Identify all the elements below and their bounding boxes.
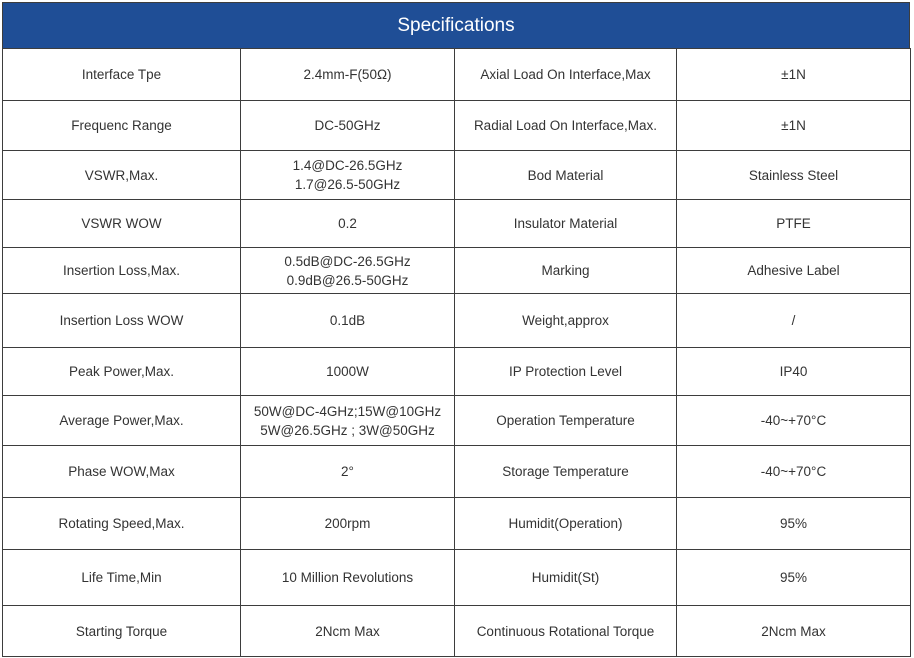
spec-value — [241, 348, 455, 396]
spec-value — [241, 550, 455, 606]
spec-table-body — [3, 49, 911, 657]
spec-value — [241, 200, 455, 248]
spec-sheet — [2, 2, 910, 657]
spec-value-line: 0.5dB@DC-26.5GHz — [284, 253, 411, 269]
spec-value-line: 1.7@26.5-50GHz — [294, 177, 401, 192]
spec-value — [241, 606, 455, 657]
table-row — [3, 348, 911, 396]
spec-value: ±1N — [677, 101, 911, 151]
spec-header — [2, 2, 910, 48]
spec-value: / — [677, 294, 911, 348]
spec-label: Axial Load On Interface,Max — [455, 49, 677, 101]
table-row — [3, 396, 911, 446]
spec-value-line: 200rpm — [324, 516, 371, 531]
spec-value: 95% — [677, 550, 911, 606]
spec-label: Bod Material — [455, 151, 677, 200]
spec-value-line: 10 Million Revolutions — [281, 570, 414, 585]
spec-label: Marking — [455, 248, 677, 294]
spec-label: Humidit(St) — [455, 550, 677, 606]
spec-label: Insertion Loss WOW — [3, 294, 241, 348]
spec-label: IP Protection Level — [455, 348, 677, 396]
spec-label: Humidit(Operation) — [455, 498, 677, 550]
spec-value-line: 1.4@DC-26.5GHz — [292, 158, 403, 173]
spec-value-line: 0.2 — [338, 216, 357, 231]
spec-title: Specifications — [397, 14, 515, 36]
spec-label: Insulator Material — [455, 200, 677, 248]
spec-value-line: 2° — [341, 464, 354, 479]
table-row — [3, 101, 911, 151]
spec-value: PTFE — [677, 200, 911, 248]
spec-label: Starting Torque — [3, 606, 241, 657]
spec-value-line: 0.1dB — [329, 313, 366, 328]
spec-label: Weight,approx — [455, 294, 677, 348]
spec-label: Continuous Rotational Torque — [455, 606, 677, 657]
spec-label: Interface Tpe — [3, 49, 241, 101]
spec-label: VSWR,Max. — [3, 151, 241, 200]
spec-label: Insertion Loss,Max. — [3, 248, 241, 294]
spec-value — [241, 101, 455, 151]
spec-value: -40~+70°C — [677, 396, 911, 446]
spec-value — [241, 248, 455, 294]
spec-value: 2Ncm Max — [677, 606, 911, 657]
spec-label: Average Power,Max. — [3, 396, 241, 446]
spec-value: ±1N — [677, 49, 911, 101]
spec-label: Peak Power,Max. — [3, 348, 241, 396]
spec-value — [241, 49, 455, 101]
spec-label: Phase WOW,Max — [3, 446, 241, 498]
spec-value-line: 1000W — [326, 364, 369, 379]
spec-label: Storage Temperature — [455, 446, 677, 498]
spec-value — [241, 396, 455, 446]
table-row — [3, 49, 911, 101]
spec-label: Operation Temperature — [455, 396, 677, 446]
spec-value — [241, 446, 455, 498]
spec-value-line: DC-50GHz — [314, 118, 381, 133]
table-row — [3, 446, 911, 498]
spec-value: Stainless Steel — [677, 151, 911, 200]
spec-value — [241, 498, 455, 550]
spec-table — [2, 48, 911, 657]
spec-value — [241, 151, 455, 200]
spec-label: Radial Load On Interface,Max. — [455, 101, 677, 151]
spec-label: Frequenc Range — [3, 101, 241, 151]
table-row — [3, 248, 911, 294]
spec-value-line: 5W@26.5GHz ; 3W@50GHz — [260, 422, 435, 438]
spec-value: IP40 — [677, 348, 911, 396]
spec-value-line: 50W@DC-4GHz;15W@10GHz — [253, 403, 442, 419]
table-row — [3, 200, 911, 248]
spec-value-line: 0.9dB@26.5-50GHz — [286, 272, 409, 288]
spec-label: Life Time,Min — [3, 550, 241, 606]
spec-value-line: 2Ncm Max — [315, 623, 380, 639]
spec-value: 95% — [677, 498, 911, 550]
table-row — [3, 550, 911, 606]
spec-value: -40~+70°C — [677, 446, 911, 498]
table-row — [3, 606, 911, 657]
spec-label: Rotating Speed,Max. — [3, 498, 241, 550]
table-row — [3, 151, 911, 200]
spec-label: VSWR WOW — [3, 200, 241, 248]
spec-value — [241, 294, 455, 348]
table-row — [3, 498, 911, 550]
table-row — [3, 294, 911, 348]
spec-value-line: 2.4mm-F(50Ω) — [303, 67, 392, 82]
spec-value: Adhesive Label — [677, 248, 911, 294]
